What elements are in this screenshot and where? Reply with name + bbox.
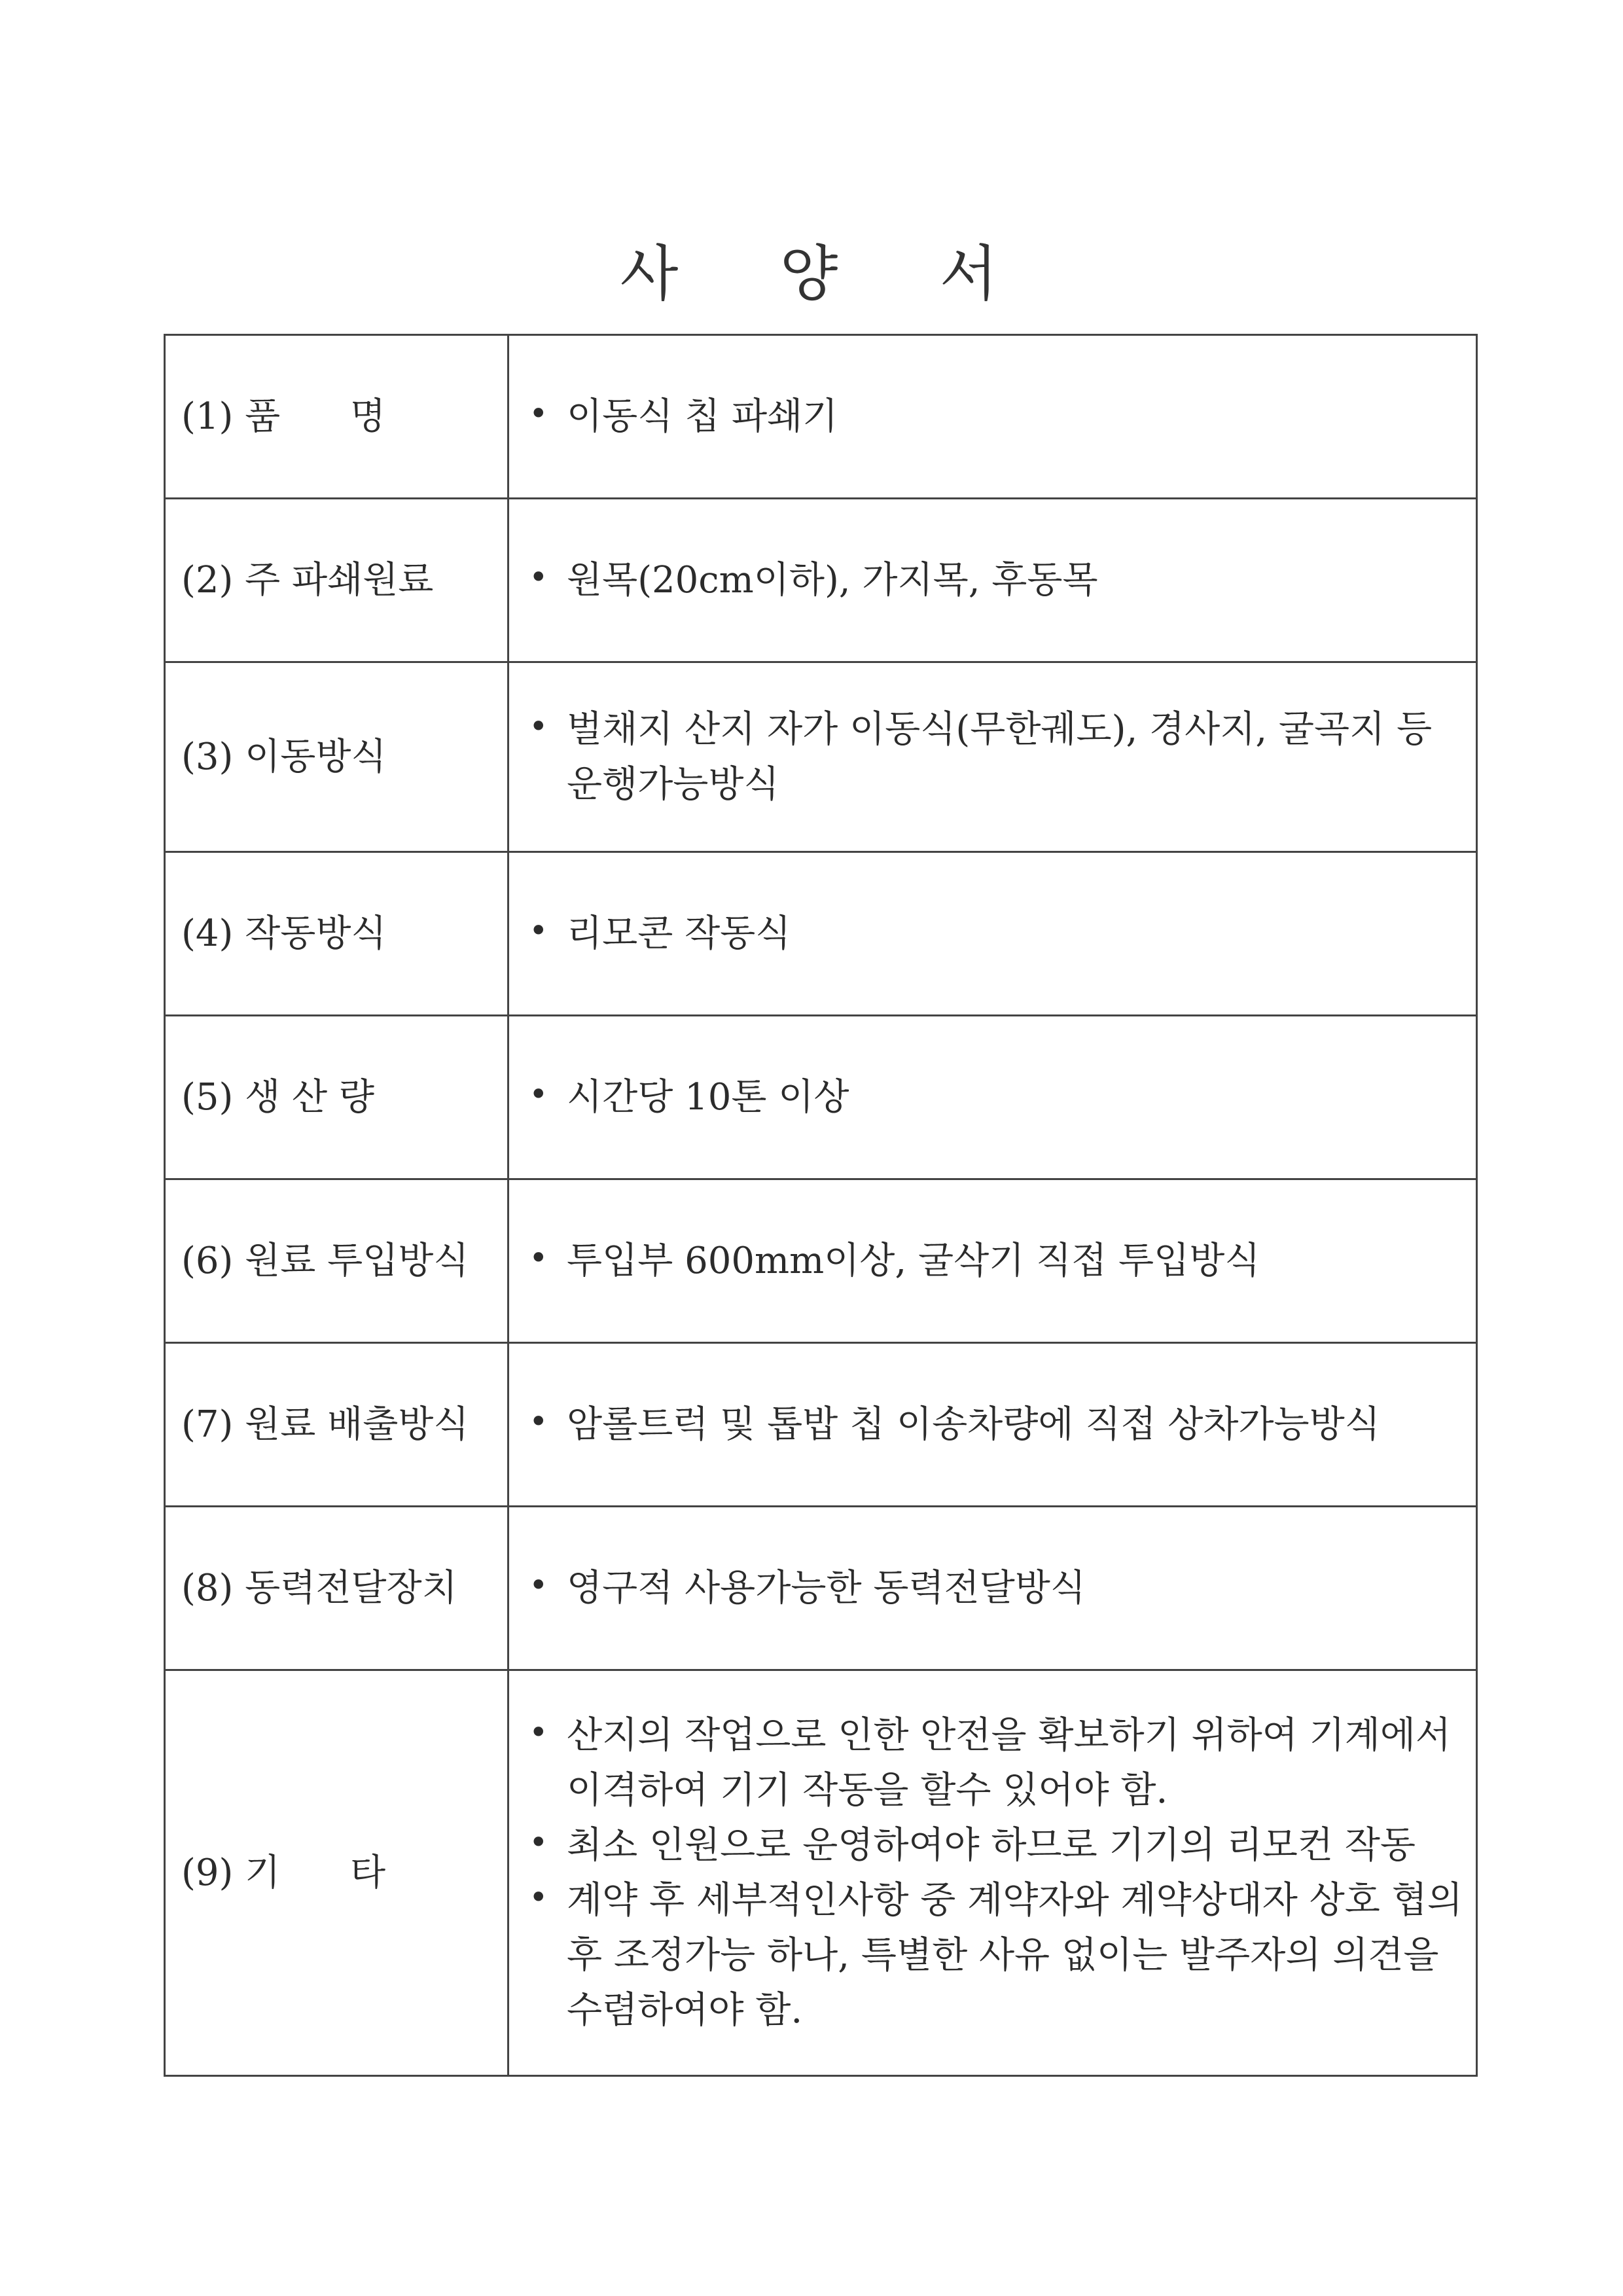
table-row: [165, 335, 1477, 499]
list-item: • 원목(20cm이하), 가지목, 후동목: [529, 553, 1463, 608]
row-value-operation-method: [508, 852, 1477, 1016]
bullet-icon: •: [529, 1713, 548, 1751]
table-row: [165, 1179, 1477, 1343]
table-row: [165, 1670, 1477, 2076]
list-item: • 시간당 10톤 이상: [529, 1070, 1463, 1125]
row-label-input-method: (6) 원료 투입방식: [165, 1179, 508, 1343]
list-item: • 산지의 작업으로 인한 안전을 확보하기 위하여 기계에서 이격하여 기기 작동을 할수 있어야 함.: [529, 1708, 1463, 1818]
bullet-icon: •: [529, 1238, 548, 1277]
spec-table: [164, 334, 1478, 2077]
list-item: • 이동식 칩 파쇄기: [529, 389, 1463, 444]
row-value-output-method: [508, 1343, 1477, 1507]
row-value-production: [508, 1016, 1477, 1179]
bullet-icon: •: [529, 394, 548, 433]
table-row: [165, 499, 1477, 662]
row-label-production: (5) 생 산 량: [165, 1016, 508, 1179]
row-label-raw-material: (2) 주 파쇄원료: [165, 499, 508, 662]
list-item: • 최소 인원으로 운영하여야 하므로 기기의 리모컨 작동: [529, 1818, 1463, 1873]
row-label-output-method: (7) 원료 배출방식: [165, 1343, 508, 1507]
row-label-product-name: (1) 품 명: [165, 335, 508, 499]
list-item: • 영구적 사용가능한 동력전달방식: [529, 1561, 1463, 1616]
row-label-other: (9) 기 타: [165, 1670, 508, 2076]
table-row: [165, 1507, 1477, 1670]
bullet-icon: •: [529, 1566, 548, 1604]
table-row: [165, 1343, 1477, 1507]
row-label-movement-method: (3) 이동방식: [165, 662, 508, 852]
table-row: [165, 1016, 1477, 1179]
bullet-icon: •: [529, 911, 548, 950]
list-item: • 계약 후 세부적인사항 중 계약자와 계약상대자 상호 협의 후 조정가능 하나, 특별한 사유 없이는 발주자의 의견을 수렴하여야 함.: [529, 1873, 1463, 2038]
bullet-icon: •: [529, 558, 548, 596]
row-label-power-transmission: (8) 동력전달장치: [165, 1507, 508, 1670]
bullet-icon: •: [529, 707, 548, 745]
table-row: [165, 662, 1477, 852]
list-item: • 투입부 600mm이상, 굴삭기 직접 투입방식: [529, 1234, 1463, 1289]
row-value-raw-material: [508, 499, 1477, 662]
bullet-icon: •: [529, 1075, 548, 1113]
list-item: • 벌채지 산지 자가 이동식(무한궤도), 경사지, 굴곡지 등 운행가능방식: [529, 702, 1463, 812]
row-value-other: [508, 1670, 1477, 2076]
document-title: 사 양 서: [620, 239, 1003, 309]
row-value-power-transmission: [508, 1507, 1477, 1670]
bullet-icon: •: [529, 1402, 548, 1441]
row-value-product-name: [508, 335, 1477, 499]
table-row: [165, 852, 1477, 1016]
bullet-icon: •: [529, 1823, 548, 1861]
row-value-input-method: [508, 1179, 1477, 1343]
list-item: • 암롤트럭 및 톱밥 칩 이송차량에 직접 상차가능방식: [529, 1397, 1463, 1452]
row-label-operation-method: (4) 작동방식: [165, 852, 508, 1016]
bullet-icon: •: [529, 1878, 548, 1916]
row-value-movement-method: [508, 662, 1477, 852]
list-item: • 리모콘 작동식: [529, 906, 1463, 961]
